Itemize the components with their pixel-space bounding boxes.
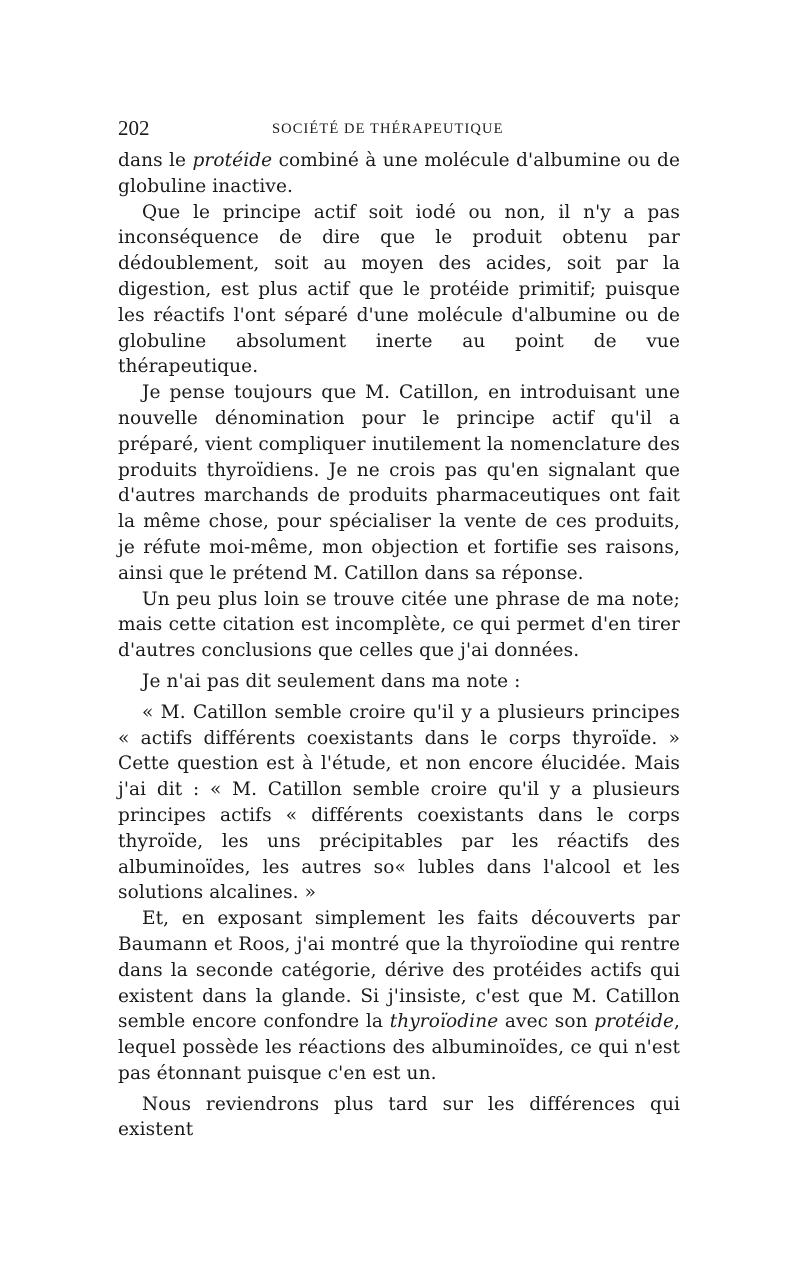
paragraph-7-text-c: avec son (498, 1011, 595, 1033)
paragraph-3: Je pense toujours que M. Catillon, en introduisant une nouvelle dénomination pour le principe actif qu'il a préparé, vient compliquer inutilement la nomenclature des produits thyroïdiens. Je ne crois pas qu'en signalant que d'autres marchands de produits pharmaceutiques ont fait la même chose, pour spécialiser la vente de ces produits, je réfute moi-même, mon objection et fortifie ses raisons, ainsi que le prétend M. Catillon dans sa réponse. (118, 382, 680, 584)
running-header (118, 116, 680, 140)
paragraph-7-italic-thyroiodine: thyroïodine (389, 1011, 499, 1033)
paragraph-7 (118, 906, 680, 1087)
paragraph-7-italic-proteide: protéide (594, 1011, 675, 1033)
paragraph-7-text-a: Et, en exposant simplement les faits découverts par Baumann et Roos, j'ai montré que la thyroïodine qui rentre dans la seconde catégorie, dérive des protéides actifs qui existent dans la glande. Si j'insiste, c'est que M. Catillon semble encore confondre la (118, 908, 680, 1033)
paragraph-1-text-a: dans le (118, 150, 193, 171)
paragraph-1 (118, 148, 680, 200)
paragraph-7-text-e: , lequel possède les réactions des albuminoïdes, ce qui n'est pas étonnant puisque c'en est un. (118, 1011, 680, 1084)
paragraph-6-quotation: « M. Catillon semble croire qu'il y a plusieurs principes « actifs différents coexistants dans le corps thyroïde. » Cette question est à l'étude, et non encore élucidée. Mais j'ai dit : « M. Catillon semble croire qu'il y a plusieurs principes actifs « différents coexistants dans le corps thyroïde, les uns précipitables par les réactifs des albuminoïdes, les autres so« lubles dans l'alcool et les solutions alcalines. » (118, 701, 680, 904)
paragraph-1-text-c: combiné à une molécule d'albumine ou de globuline inactive. (118, 150, 680, 197)
paragraph-8: Nous reviendrons plus tard sur les différences qui existent (118, 1093, 680, 1141)
paragraph-4: Un peu plus loin se trouve citée une phrase de ma note; mais cette citation est incomplète, ce qui permet d'en tirer d'autres conclusions que celles que j'ai données. (118, 588, 680, 662)
paragraph-1-italic-term: protéide (192, 150, 273, 171)
running-title: SOCIÉTÉ DE THÉRAPEUTIQUE (272, 121, 504, 137)
page-number: 202 (118, 116, 150, 140)
paragraph-2: Que le principe actif soit iodé ou non, il n'y a pas inconséquence de dire que le produit obtenu par dédoublement, soit au moyen des acides, soit par la digestion, est plus actif que le protéide primitif; puisque les réactifs l'ont séparé d'une molécule d'albumine ou de globuline absolument inerte au point de vue thérapeutique. (118, 201, 680, 378)
body-text (118, 148, 680, 1143)
paragraph-5: Je n'ai pas dit seulement dans ma note : (142, 670, 521, 692)
